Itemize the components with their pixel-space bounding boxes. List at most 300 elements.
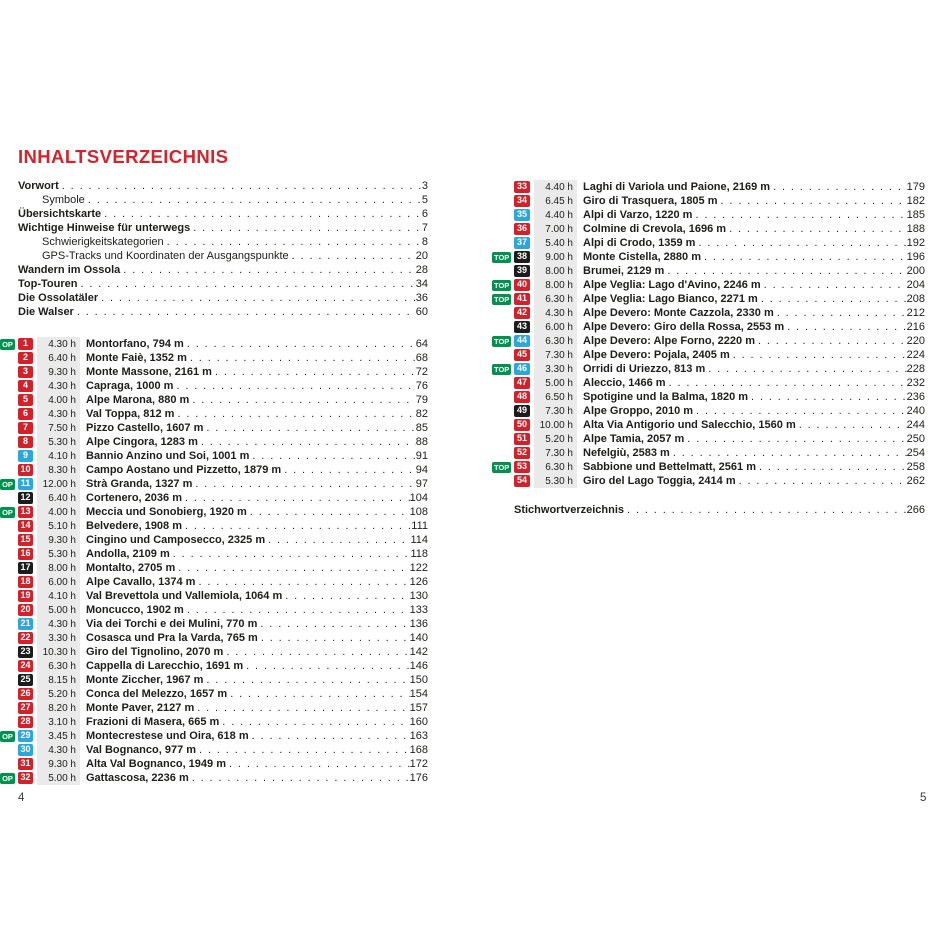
tour-title: Montorfano, 794 m <box>86 338 184 350</box>
tour-title: Frazioni di Masera, 665 m <box>86 716 220 728</box>
index-label: Stichwortverzeichnis <box>514 504 625 516</box>
tour-page-number: 204 <box>906 279 925 291</box>
tour-title: Monte Paver, 2127 m <box>86 702 195 714</box>
tour-number-badge: 11 <box>18 478 33 490</box>
toc-entry-label: Übersichtskarte <box>18 208 102 220</box>
tour-number-badge: 3 <box>18 366 33 378</box>
tour-page-number: 68 <box>415 352 428 364</box>
top-tour-badge: TOP <box>494 364 510 374</box>
dot-leader <box>185 520 411 532</box>
tour-entry <box>0 673 428 687</box>
dot-leader <box>704 251 907 263</box>
tour-title: Cortenero, 2036 m <box>86 492 182 504</box>
tour-entry <box>0 589 428 603</box>
tour-duration: 4.40 h <box>534 208 577 222</box>
tour-page-number: 196 <box>906 251 925 263</box>
tour-page-number: 163 <box>409 730 428 742</box>
tour-title: Laghi di Variola und Paione, 2169 m <box>583 181 771 193</box>
toc-entry-page-number: 36 <box>415 292 428 304</box>
tour-entry <box>0 533 428 547</box>
top-tour-badge: OP <box>0 339 15 350</box>
tour-entry <box>492 292 925 306</box>
dot-leader <box>759 461 907 473</box>
tour-title: Alpe Veglia: Lago d'Avino, 2246 m <box>583 279 761 291</box>
tour-entry <box>0 351 428 365</box>
tour-title: Alpe Cingora, 1283 m <box>86 436 198 448</box>
dot-leader <box>226 646 409 658</box>
tour-number-badge: 44 <box>514 335 530 347</box>
toc-entry-page-number: 60 <box>415 306 428 318</box>
tour-page-number: 154 <box>409 688 428 700</box>
dot-leader <box>62 180 422 192</box>
tour-page-number: 82 <box>415 408 428 420</box>
dot-leader <box>193 222 422 234</box>
tour-entry <box>0 547 428 561</box>
tour-title: Aleccio, 1466 m <box>583 377 666 389</box>
tour-page-number: 208 <box>906 293 925 305</box>
tour-page-number: 176 <box>409 772 428 784</box>
tour-title: Orridi di Uriezzo, 813 m <box>583 363 706 375</box>
tour-number-badge: 24 <box>18 660 33 672</box>
tour-title: Giro del Tignolino, 2070 m <box>86 646 224 658</box>
top-tour-badge: TOP <box>494 462 510 472</box>
tour-title: Val Bognanco, 977 m <box>86 744 197 756</box>
dot-leader <box>764 279 907 291</box>
tour-number-badge: 22 <box>18 632 33 644</box>
toc-entry-label: Wandern im Ossola <box>18 264 121 276</box>
tour-title: Alpe Devero: Monte Cazzola, 2330 m <box>583 307 774 319</box>
tour-number-badge: 31 <box>18 758 33 770</box>
dot-leader <box>708 363 906 375</box>
dot-leader <box>192 772 410 784</box>
tour-duration: 5.40 h <box>534 236 577 250</box>
tour-page-number: 232 <box>906 377 925 389</box>
tour-page-number: 126 <box>409 576 428 588</box>
tour-title: Meccia und Sonobierg, 1920 m <box>86 506 247 518</box>
dot-leader <box>206 674 409 686</box>
top-tour-badge: TOP <box>494 252 510 262</box>
tour-number-badge: 41 <box>514 293 530 305</box>
tour-number-badge: 13 <box>18 506 33 518</box>
index-page-number: 266 <box>906 504 925 516</box>
tour-entry <box>0 519 428 533</box>
dot-leader <box>195 478 415 490</box>
tour-duration: 8.15 h <box>37 673 80 687</box>
tour-entry <box>0 729 428 743</box>
tour-duration: 4.00 h <box>37 505 80 519</box>
tour-duration: 4.10 h <box>37 449 80 463</box>
tour-number-badge: 23 <box>18 646 33 658</box>
dot-leader <box>187 338 416 350</box>
dot-leader <box>229 758 410 770</box>
dot-leader <box>751 391 907 403</box>
tour-number-badge: 53 <box>514 461 530 473</box>
dot-leader <box>761 293 907 305</box>
tour-number-badge: 47 <box>514 377 530 389</box>
tour-entry <box>0 701 428 715</box>
tour-duration: 8.20 h <box>37 701 80 715</box>
tour-number-badge: 26 <box>18 688 33 700</box>
toc-entry-label: Top-Touren <box>18 278 78 290</box>
dot-leader <box>260 618 409 630</box>
dot-leader <box>215 366 416 378</box>
tour-duration: 9.30 h <box>37 533 80 547</box>
tour-entry <box>0 393 428 407</box>
tour-entry <box>492 334 925 348</box>
tour-entry <box>0 743 428 757</box>
dot-leader <box>176 380 415 392</box>
tour-entry <box>492 278 925 292</box>
tour-title: Alpi di Varzo, 1220 m <box>583 209 693 221</box>
tour-number-badge: 2 <box>18 352 33 364</box>
tour-duration: 9.00 h <box>534 250 577 264</box>
tour-title: Alpe Groppo, 2010 m <box>583 405 694 417</box>
tour-number-badge: 16 <box>18 548 33 560</box>
tour-page-number: 76 <box>415 380 428 392</box>
tour-number-badge: 1 <box>18 338 33 350</box>
tour-title: Monte Cistella, 2880 m <box>583 251 701 263</box>
tour-page-number: 136 <box>409 618 428 630</box>
folio-right: 5 <box>920 792 927 804</box>
tour-title: Via dei Torchi e dei Mulini, 770 m <box>86 618 258 630</box>
tour-entry <box>0 449 428 463</box>
tour-page-number: 94 <box>415 464 428 476</box>
dot-leader <box>88 194 422 206</box>
toc-entry-page-number: 34 <box>415 278 428 290</box>
dot-leader <box>77 306 416 318</box>
dot-leader <box>197 702 409 714</box>
tour-title: Giro di Trasquera, 1805 m <box>583 195 718 207</box>
tour-title: Montecrestese und Oira, 618 m <box>86 730 249 742</box>
dot-leader <box>250 506 410 518</box>
tour-entry <box>0 575 428 589</box>
toc-entry-page-number: 5 <box>421 194 428 206</box>
tour-entry <box>492 222 925 236</box>
top-tour-badge: OP <box>0 479 15 490</box>
tour-duration: 8.00 h <box>534 264 577 278</box>
tour-duration: 5.00 h <box>37 771 80 785</box>
tour-page-number: 200 <box>906 265 925 277</box>
tour-entry <box>0 561 428 575</box>
tour-duration: 4.30 h <box>37 337 80 351</box>
tour-page-number: 97 <box>415 478 428 490</box>
tour-number-badge: 4 <box>18 380 33 392</box>
dot-leader <box>696 405 907 417</box>
tour-entry <box>492 236 925 250</box>
toc-intro-entry <box>18 221 428 235</box>
tour-title: Colmine di Crevola, 1696 m <box>583 223 727 235</box>
dot-leader <box>177 408 415 420</box>
tour-number-badge: 25 <box>18 674 33 686</box>
tour-page-number: 224 <box>906 349 925 361</box>
tour-entry <box>0 435 428 449</box>
dot-leader <box>787 321 907 333</box>
tour-page-number: 220 <box>906 335 925 347</box>
tour-page-number: 79 <box>415 394 428 406</box>
tour-page-number: 254 <box>906 447 925 459</box>
tour-duration: 5.30 h <box>37 547 80 561</box>
tour-number-badge: 6 <box>18 408 33 420</box>
dot-leader <box>729 223 907 235</box>
tour-number-badge: 29 <box>18 730 33 742</box>
dot-leader <box>292 250 416 262</box>
tour-number-badge: 33 <box>514 181 530 193</box>
tour-entry <box>492 208 925 222</box>
toc-entry-page-number: 6 <box>421 208 428 220</box>
dot-leader <box>201 436 416 448</box>
tour-number-badge: 19 <box>18 590 33 602</box>
page-title: INHALTSVERZEICHNIS <box>18 146 229 167</box>
tour-number-badge: 14 <box>18 520 33 532</box>
tour-title: Val Brevettola und Vallemiola, 1064 m <box>86 590 283 602</box>
tour-number-badge: 7 <box>18 422 33 434</box>
tour-list-right-page <box>492 180 925 488</box>
dot-leader <box>246 660 410 672</box>
tour-title: Monte Massone, 2161 m <box>86 366 212 378</box>
tour-duration: 7.00 h <box>534 222 577 236</box>
tour-number-badge: 9 <box>18 450 33 462</box>
tour-title: Alta Val Bognanco, 1949 m <box>86 758 226 770</box>
tour-page-number: 244 <box>906 419 925 431</box>
tour-page-number: 179 <box>906 181 925 193</box>
tour-entry <box>0 631 428 645</box>
tour-duration: 3.45 h <box>37 729 80 743</box>
tour-page-number: 64 <box>415 338 428 350</box>
tour-entry <box>492 362 925 376</box>
tour-number-badge: 21 <box>18 618 33 630</box>
tour-duration: 4.40 h <box>534 180 577 194</box>
dot-leader <box>673 447 907 459</box>
tour-page-number: 85 <box>415 422 428 434</box>
dot-leader <box>190 352 416 364</box>
tour-page-number: 172 <box>409 758 428 770</box>
tour-duration: 8.30 h <box>37 463 80 477</box>
dot-leader <box>739 475 907 487</box>
tour-duration: 10.30 h <box>37 645 80 659</box>
tour-entry <box>492 250 925 264</box>
tour-page-number: 240 <box>906 405 925 417</box>
tour-number-badge: 20 <box>18 604 33 616</box>
tour-duration: 6.30 h <box>37 659 80 673</box>
tour-number-badge: 54 <box>514 475 530 487</box>
dot-leader <box>669 377 907 389</box>
tour-page-number: 140 <box>409 632 428 644</box>
top-tour-badge: OP <box>0 773 15 784</box>
toc-entry-label: Die Walser <box>18 306 74 318</box>
tour-page-number: 72 <box>415 366 428 378</box>
tour-page-number: 114 <box>410 534 428 546</box>
toc-entry-page-number: 20 <box>415 250 428 262</box>
dot-leader <box>198 576 409 588</box>
tour-duration: 3.30 h <box>37 631 80 645</box>
tour-title: Gattascosa, 2236 m <box>86 772 189 784</box>
dot-leader <box>667 265 906 277</box>
toc-intro-entry <box>18 193 428 207</box>
tour-title: Sabbione und Bettelmatt, 2561 m <box>583 461 756 473</box>
toc-intro-entry <box>18 277 428 291</box>
tour-duration: 4.30 h <box>534 306 577 320</box>
tour-title: Alpe Marona, 880 m <box>86 394 190 406</box>
tour-page-number: 122 <box>409 562 428 574</box>
tour-duration: 10.00 h <box>534 418 577 432</box>
top-tour-badge: TOP <box>494 294 510 304</box>
tour-duration: 5.20 h <box>534 432 577 446</box>
tour-duration: 4.30 h <box>37 617 80 631</box>
tour-page-number: 160 <box>409 716 428 728</box>
tour-number-badge: 15 <box>18 534 33 546</box>
tour-entry <box>492 376 925 390</box>
tour-entry <box>0 715 428 729</box>
tour-number-badge: 5 <box>18 394 33 406</box>
tour-number-badge: 45 <box>514 349 530 361</box>
tour-entry <box>0 421 428 435</box>
tour-title: Alta Via Antigorio und Salecchio, 1560 m <box>583 419 796 431</box>
tour-number-badge: 37 <box>514 237 530 249</box>
tour-entry <box>492 390 925 404</box>
tour-duration: 5.30 h <box>534 474 577 488</box>
tour-title: Monte Ziccher, 1967 m <box>86 674 204 686</box>
tour-title: Alpe Tamia, 2057 m <box>583 433 685 445</box>
tour-title: Val Toppa, 812 m <box>86 408 175 420</box>
tour-title: Alpe Cavallo, 1374 m <box>86 576 196 588</box>
dot-leader <box>80 278 415 290</box>
dot-leader <box>284 464 416 476</box>
intro-toc-list <box>18 179 428 319</box>
tour-entry <box>0 407 428 421</box>
dot-leader <box>695 209 906 221</box>
tour-number-badge: 43 <box>514 321 530 333</box>
tour-duration: 4.00 h <box>37 393 80 407</box>
tour-page-number: 258 <box>906 461 925 473</box>
dot-leader <box>773 181 907 193</box>
tour-number-badge: 48 <box>514 391 530 403</box>
toc-entry-label: GPS-Tracks und Koordinaten der Ausgangspunkte <box>42 250 289 262</box>
tour-number-badge: 8 <box>18 436 33 448</box>
tour-entry <box>0 687 428 701</box>
tour-duration: 3.10 h <box>37 715 80 729</box>
tour-page-number: 150 <box>409 674 428 686</box>
tour-entry <box>492 474 925 488</box>
tour-duration: 7.30 h <box>534 404 577 418</box>
tour-number-badge: 18 <box>18 576 33 588</box>
tour-page-number: 133 <box>409 604 428 616</box>
dot-leader <box>687 433 906 445</box>
dot-leader <box>261 632 410 644</box>
tour-duration: 4.30 h <box>37 743 80 757</box>
tour-page-number: 146 <box>409 660 428 672</box>
tour-page-number: 185 <box>906 209 925 221</box>
tour-number-badge: 51 <box>514 433 530 445</box>
tour-duration: 4.30 h <box>37 379 80 393</box>
dot-leader <box>268 534 410 546</box>
dot-leader <box>187 604 410 616</box>
tour-entry <box>0 617 428 631</box>
toc-intro-entry <box>18 305 428 319</box>
tour-page-number: 118 <box>410 548 428 560</box>
tour-entry <box>0 659 428 673</box>
dot-leader <box>101 292 416 304</box>
dot-leader <box>285 590 409 602</box>
tour-title: Andolla, 2109 m <box>86 548 170 560</box>
tour-entry <box>0 491 428 505</box>
tour-number-badge: 12 <box>18 492 33 504</box>
tour-number-badge: 36 <box>514 223 530 235</box>
dot-leader <box>252 730 410 742</box>
tour-entry <box>0 337 428 351</box>
tour-entry <box>0 603 428 617</box>
dot-leader <box>167 236 422 248</box>
tour-duration: 9.30 h <box>37 365 80 379</box>
tour-page-number: 157 <box>409 702 428 714</box>
tour-duration: 4.10 h <box>37 589 80 603</box>
tour-page-number: 91 <box>415 450 428 462</box>
tour-title: Moncucco, 1902 m <box>86 604 184 616</box>
tour-entry <box>492 180 925 194</box>
tour-page-number: 262 <box>906 475 925 487</box>
tour-entry <box>492 460 925 474</box>
tour-duration: 7.30 h <box>534 446 577 460</box>
tour-page-number: 182 <box>906 195 925 207</box>
dot-leader <box>206 422 415 434</box>
tour-title: Campo Aostano und Pizzetto, 1879 m <box>86 464 282 476</box>
tour-duration: 6.40 h <box>37 491 80 505</box>
toc-intro-entry <box>18 235 428 249</box>
tour-page-number: 111 <box>411 520 428 532</box>
tour-title: Nefelgiù, 2583 m <box>583 447 670 459</box>
dot-leader <box>173 548 411 560</box>
tour-entry <box>492 320 925 334</box>
tour-number-badge: 17 <box>18 562 33 574</box>
tour-number-badge: 46 <box>514 363 530 375</box>
tour-duration: 12.00 h <box>37 477 80 491</box>
tour-page-number: 104 <box>409 492 428 504</box>
tour-duration: 8.00 h <box>534 278 577 292</box>
tour-page-number: 188 <box>906 223 925 235</box>
tour-title: Alpe Devero: Alpe Forno, 2220 m <box>583 335 755 347</box>
tour-duration: 6.45 h <box>534 194 577 208</box>
toc-intro-entry <box>18 263 428 277</box>
tour-entry <box>0 505 428 519</box>
tour-title: Bannio Anzino und Soi, 1001 m <box>86 450 250 462</box>
tour-duration: 5.30 h <box>37 435 80 449</box>
index-entry <box>514 503 925 517</box>
tour-page-number: 212 <box>906 307 925 319</box>
toc-intro-entry <box>18 291 428 305</box>
tour-page-number: 130 <box>409 590 428 602</box>
dot-leader <box>799 419 907 431</box>
top-tour-badge: TOP <box>494 280 510 290</box>
dot-leader <box>199 744 410 756</box>
dot-leader <box>104 208 422 220</box>
tour-title: Conca del Melezzo, 1657 m <box>86 688 228 700</box>
tour-number-badge: 32 <box>18 772 33 784</box>
tour-title: Strà Granda, 1327 m <box>86 478 193 490</box>
tour-number-badge: 38 <box>514 251 530 263</box>
toc-entry-page-number: 8 <box>421 236 428 248</box>
tour-title: Giro del Lago Toggia, 2414 m <box>583 475 736 487</box>
tour-duration: 9.30 h <box>37 757 80 771</box>
tour-entry <box>492 404 925 418</box>
dot-leader <box>230 688 409 700</box>
tour-number-badge: 34 <box>514 195 530 207</box>
dot-leader <box>698 237 906 249</box>
tour-title: Alpe Devero: Giro della Rossa, 2553 m <box>583 321 785 333</box>
dot-leader <box>721 195 907 207</box>
tour-number-badge: 42 <box>514 307 530 319</box>
toc-intro-entry <box>18 179 428 193</box>
tour-title: Capraga, 1000 m <box>86 380 174 392</box>
top-tour-badge: TOP <box>494 336 510 346</box>
